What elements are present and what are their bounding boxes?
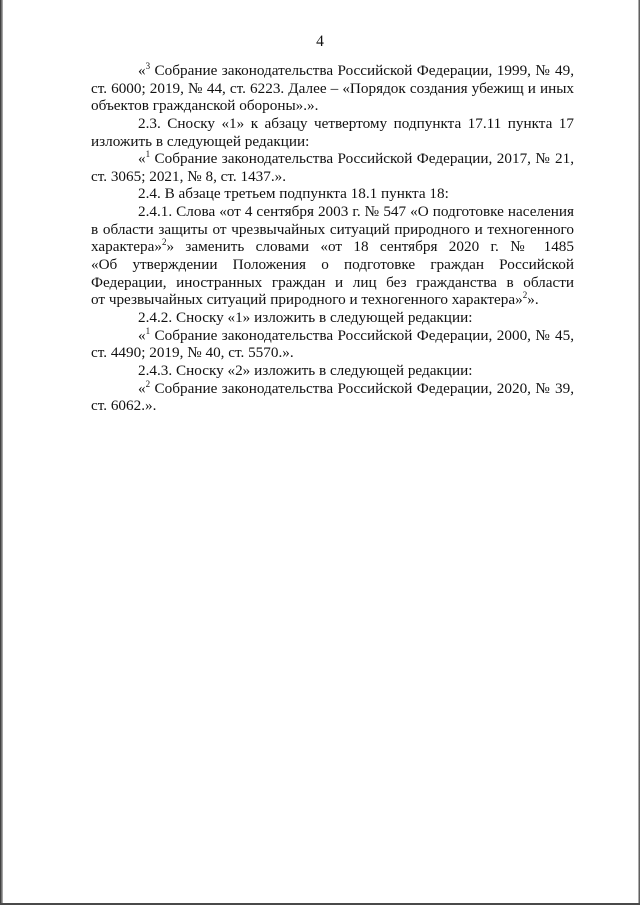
- page-number: 4: [316, 33, 324, 50]
- text-line: [91, 97, 574, 115]
- footnote-marker: 1: [145, 326, 151, 336]
- document-body: [91, 62, 574, 415]
- text-segment: Федерации, иностранных граждан и лиц без гражданства в области: [91, 273, 574, 291]
- text-line: [91, 168, 574, 186]
- footnote-marker: 1: [145, 150, 151, 160]
- text-line: [91, 185, 574, 203]
- text-segment: 2.4.2. Сноску «1» изложить в следующей редакции:: [138, 308, 473, 326]
- footnote-marker: 2: [522, 290, 528, 301]
- text-line: [91, 62, 574, 80]
- text-line: [91, 327, 574, 345]
- text-segment: ».: [527, 291, 539, 309]
- text-line: [91, 238, 574, 256]
- text-line: [91, 133, 574, 151]
- text-line: [91, 397, 574, 415]
- text-segment: 2.4.3. Сноску «2» изложить в следующей редакции:: [138, 361, 473, 379]
- footnote-marker: 2: [145, 379, 151, 389]
- text-line: [91, 115, 574, 133]
- text-segment: » заменить словами «от 18 сентября 2020 г. № 1485: [166, 238, 574, 256]
- text-segment: ст. 4490; 2019, № 40, ст. 5570.».: [91, 344, 294, 362]
- text-line: [91, 380, 574, 398]
- text-segment: в области защиты от чрезвычайных ситуаций природного и техногенного: [91, 220, 574, 238]
- text-segment: «Об утверждении Положения о подготовке граждан Российской: [91, 256, 574, 274]
- text-segment: ст. 3065; 2021, № 8, ст. 1437.».: [91, 167, 287, 185]
- footnote-marker: 2: [161, 238, 167, 248]
- text-line: [91, 80, 574, 98]
- text-segment: Собрание законодательства Российской Федерации, 1999, № 49,: [150, 62, 574, 79]
- text-line: [91, 221, 574, 239]
- text-segment: объектов гражданской обороны».».: [91, 97, 319, 115]
- text-segment: от чрезвычайных ситуаций природного и техногенного характера»: [91, 291, 523, 309]
- text-segment: 2.4.1. Слова «от 4 сентября 2003 г. № 547 «О подготовке населения: [138, 203, 574, 221]
- text-segment: «: [138, 150, 146, 168]
- footnote-marker: 3: [145, 62, 151, 71]
- scan-edge-left: [0, 0, 3, 905]
- text-segment: «: [138, 379, 146, 397]
- text-segment: ст. 6062.».: [91, 397, 157, 415]
- text-line: [91, 309, 574, 327]
- text-segment: изложить в следующей редакции:: [91, 132, 310, 150]
- text-segment: характера»: [91, 238, 162, 256]
- text-segment: 2.3. Сноску «1» к абзацу четвертому подпункта 17.11 пункта 17: [138, 114, 574, 132]
- text-segment: Собрание законодательства Российской Федерации, 2017, № 21,: [150, 150, 574, 168]
- text-line: [91, 362, 574, 380]
- text-segment: Собрание законодательства Российской Федерации, 2000, № 45,: [150, 326, 574, 344]
- text-line: [91, 203, 574, 221]
- text-segment: 2.4. В абзаце третьем подпункта 18.1 пункта 18:: [138, 185, 449, 203]
- text-line: [91, 274, 574, 292]
- text-segment: «: [138, 326, 146, 344]
- text-segment: «: [138, 62, 146, 79]
- text-line: [91, 256, 574, 274]
- text-line: [91, 291, 574, 309]
- text-segment: Собрание законодательства Российской Федерации, 2020, № 39,: [150, 379, 574, 397]
- text-line: [91, 150, 574, 168]
- text-segment: ст. 6000; 2019, № 44, ст. 6223. Далее – «Порядок создания убежищ и иных: [91, 79, 574, 97]
- text-line: [91, 344, 574, 362]
